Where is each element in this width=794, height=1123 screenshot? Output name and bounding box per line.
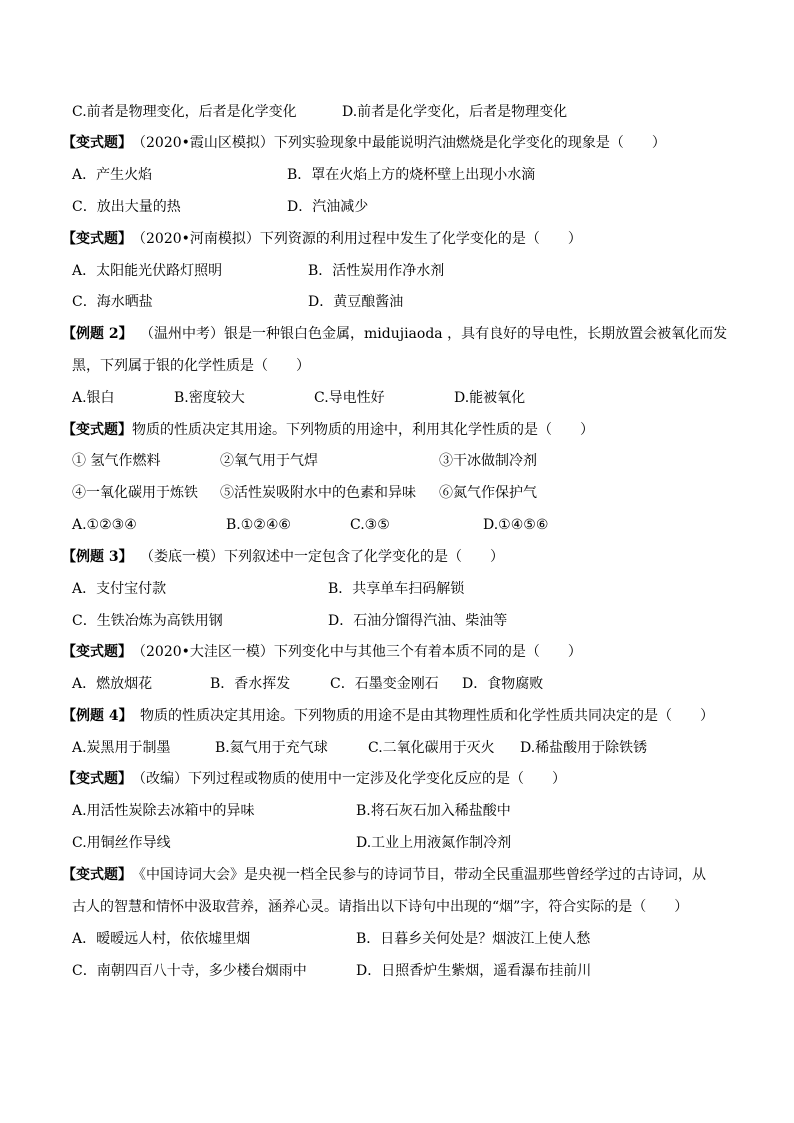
option-a: A.用活性炭除去冰箱中的异味: [72, 803, 255, 819]
option-d: D．食物腐败: [462, 676, 544, 692]
question-tag: 【例题 3】: [62, 549, 133, 565]
question-text: （改编）下列过程或物质的使用中一定涉及化学变化反应的是（ ）: [132, 771, 566, 787]
question-text: 《中国诗词大会》是央视一档全民参与的诗词节目，带动全民重温那些曾经学过的古诗词，从: [132, 867, 706, 883]
option-d: D.①④⑤⑥: [483, 517, 549, 533]
option-a: A.炭黑用于制墨: [72, 740, 171, 756]
option-d: D．汽油减少: [287, 199, 369, 215]
option-b: B.密度较大: [174, 390, 245, 406]
option-d: D.前者是化学变化，后者是物理变化: [342, 104, 568, 120]
option-c: C.导电性好: [314, 390, 385, 406]
question-tag: 【例题 4】: [62, 708, 133, 724]
option-a: A．暧暧远人村，依依墟里烟: [72, 931, 251, 947]
question-tag: 【变式题】: [62, 867, 132, 883]
item-6: ⑥氮气作保护气: [439, 485, 537, 501]
question-tag: 【例题 2】: [62, 326, 133, 342]
option-c: C．南朝四百八十寺，多少楼台烟雨中: [72, 963, 307, 979]
option-d: D．黄豆酿酱油: [308, 294, 404, 310]
question-text: 物质的性质决定其用途。下列物质的用途中，利用其化学性质的是（ ）: [132, 422, 594, 438]
option-d: D．石油分馏得汽油、柴油等: [328, 613, 508, 629]
option-d: D．日照香炉生紫烟，遥看瀑布挂前川: [356, 963, 592, 979]
option-a: A.银白: [72, 390, 115, 406]
question-text: 黑，下列属于银的化学性质是（ ）: [72, 358, 310, 374]
option-b: B．罩在火焰上方的烧杯壁上出现小水滴: [287, 167, 536, 183]
option-b: B．活性炭用作净水剂: [308, 263, 445, 279]
option-b: B．共享单车扫码解锁: [328, 581, 465, 597]
option-c: C.前者是物理变化，后者是化学变化: [72, 104, 297, 120]
question-tag: 【变式题】: [62, 422, 132, 438]
option-c: C．石墨变金刚石: [330, 676, 439, 692]
option-b: B．日暮乡关何处是？烟波江上使人愁: [356, 931, 591, 947]
option-c: C．放出大量的热: [72, 199, 181, 215]
option-c: C.二氧化碳用于灭火: [368, 740, 495, 756]
option-a: A．太阳能光伏路灯照明: [72, 263, 223, 279]
option-d: D.工业上用液氮作制冷剂: [356, 835, 512, 851]
question-text: （2020•霞山区模拟）下列实验现象中最能说明汽油燃烧是化学变化的现象是（ ）: [132, 135, 666, 151]
option-c: C.③⑤: [350, 517, 390, 533]
item-2: ②氧气用于气焊: [220, 453, 318, 469]
option-b: B.将石灰石加入稀盐酸中: [356, 803, 511, 819]
option-a: A．产生火焰: [72, 167, 153, 183]
option-b: B.①②④⑥: [226, 517, 291, 533]
question-text: （温州中考）银是一种银白色金属，midujiaoda ，具有良好的导电性，长期放置会被氧化而发: [140, 326, 728, 342]
question-text: （2020•大洼区一模）下列变化中与其他三个有着本质不同的是（ ）: [132, 644, 582, 660]
option-d: D.稀盐酸用于除铁锈: [520, 740, 648, 756]
question-text: （娄底一模）下列叙述中一定包含了化学变化的是（ ）: [140, 549, 504, 565]
item-5: ⑤活性炭吸附水中的色素和异味: [220, 485, 416, 501]
option-d: D.能被氧化: [454, 390, 526, 406]
question-text: 物质的性质决定其用途。下列物质的用途不是由其物理性质和化学性质共同决定的是（ ）: [140, 708, 714, 724]
option-a: A．支付宝付款: [72, 581, 167, 597]
question-text: （2020•河南模拟）下列资源的利用过程中发生了化学变化的是（ ）: [132, 231, 582, 247]
option-c: C．海水晒盐: [72, 294, 153, 310]
option-c: C．生铁冶炼为高铁用钢: [72, 613, 223, 629]
question-tag: 【变式题】: [62, 135, 132, 151]
option-a: A．燃放烟花: [72, 676, 153, 692]
question-tag: 【变式题】: [62, 771, 132, 787]
question-text: 古人的智慧和情怀中汲取营养，涵养心灵。请指出以下诗句中出现的“烟”字，符合实际的是（ ）: [72, 899, 689, 915]
item-4: ④一氧化碳用于炼铁: [72, 485, 198, 501]
option-c: C.用铜丝作导线: [72, 835, 171, 851]
question-tag: 【变式题】: [62, 231, 132, 247]
item-1: ① 氢气作燃料: [72, 453, 161, 469]
question-tag: 【变式题】: [62, 644, 132, 660]
option-b: B．香水挥发: [210, 676, 291, 692]
item-3: ③干冰做制冷剂: [439, 453, 537, 469]
option-a: A.①②③④: [72, 517, 137, 533]
option-b: B.氦气用于充气球: [215, 740, 328, 756]
